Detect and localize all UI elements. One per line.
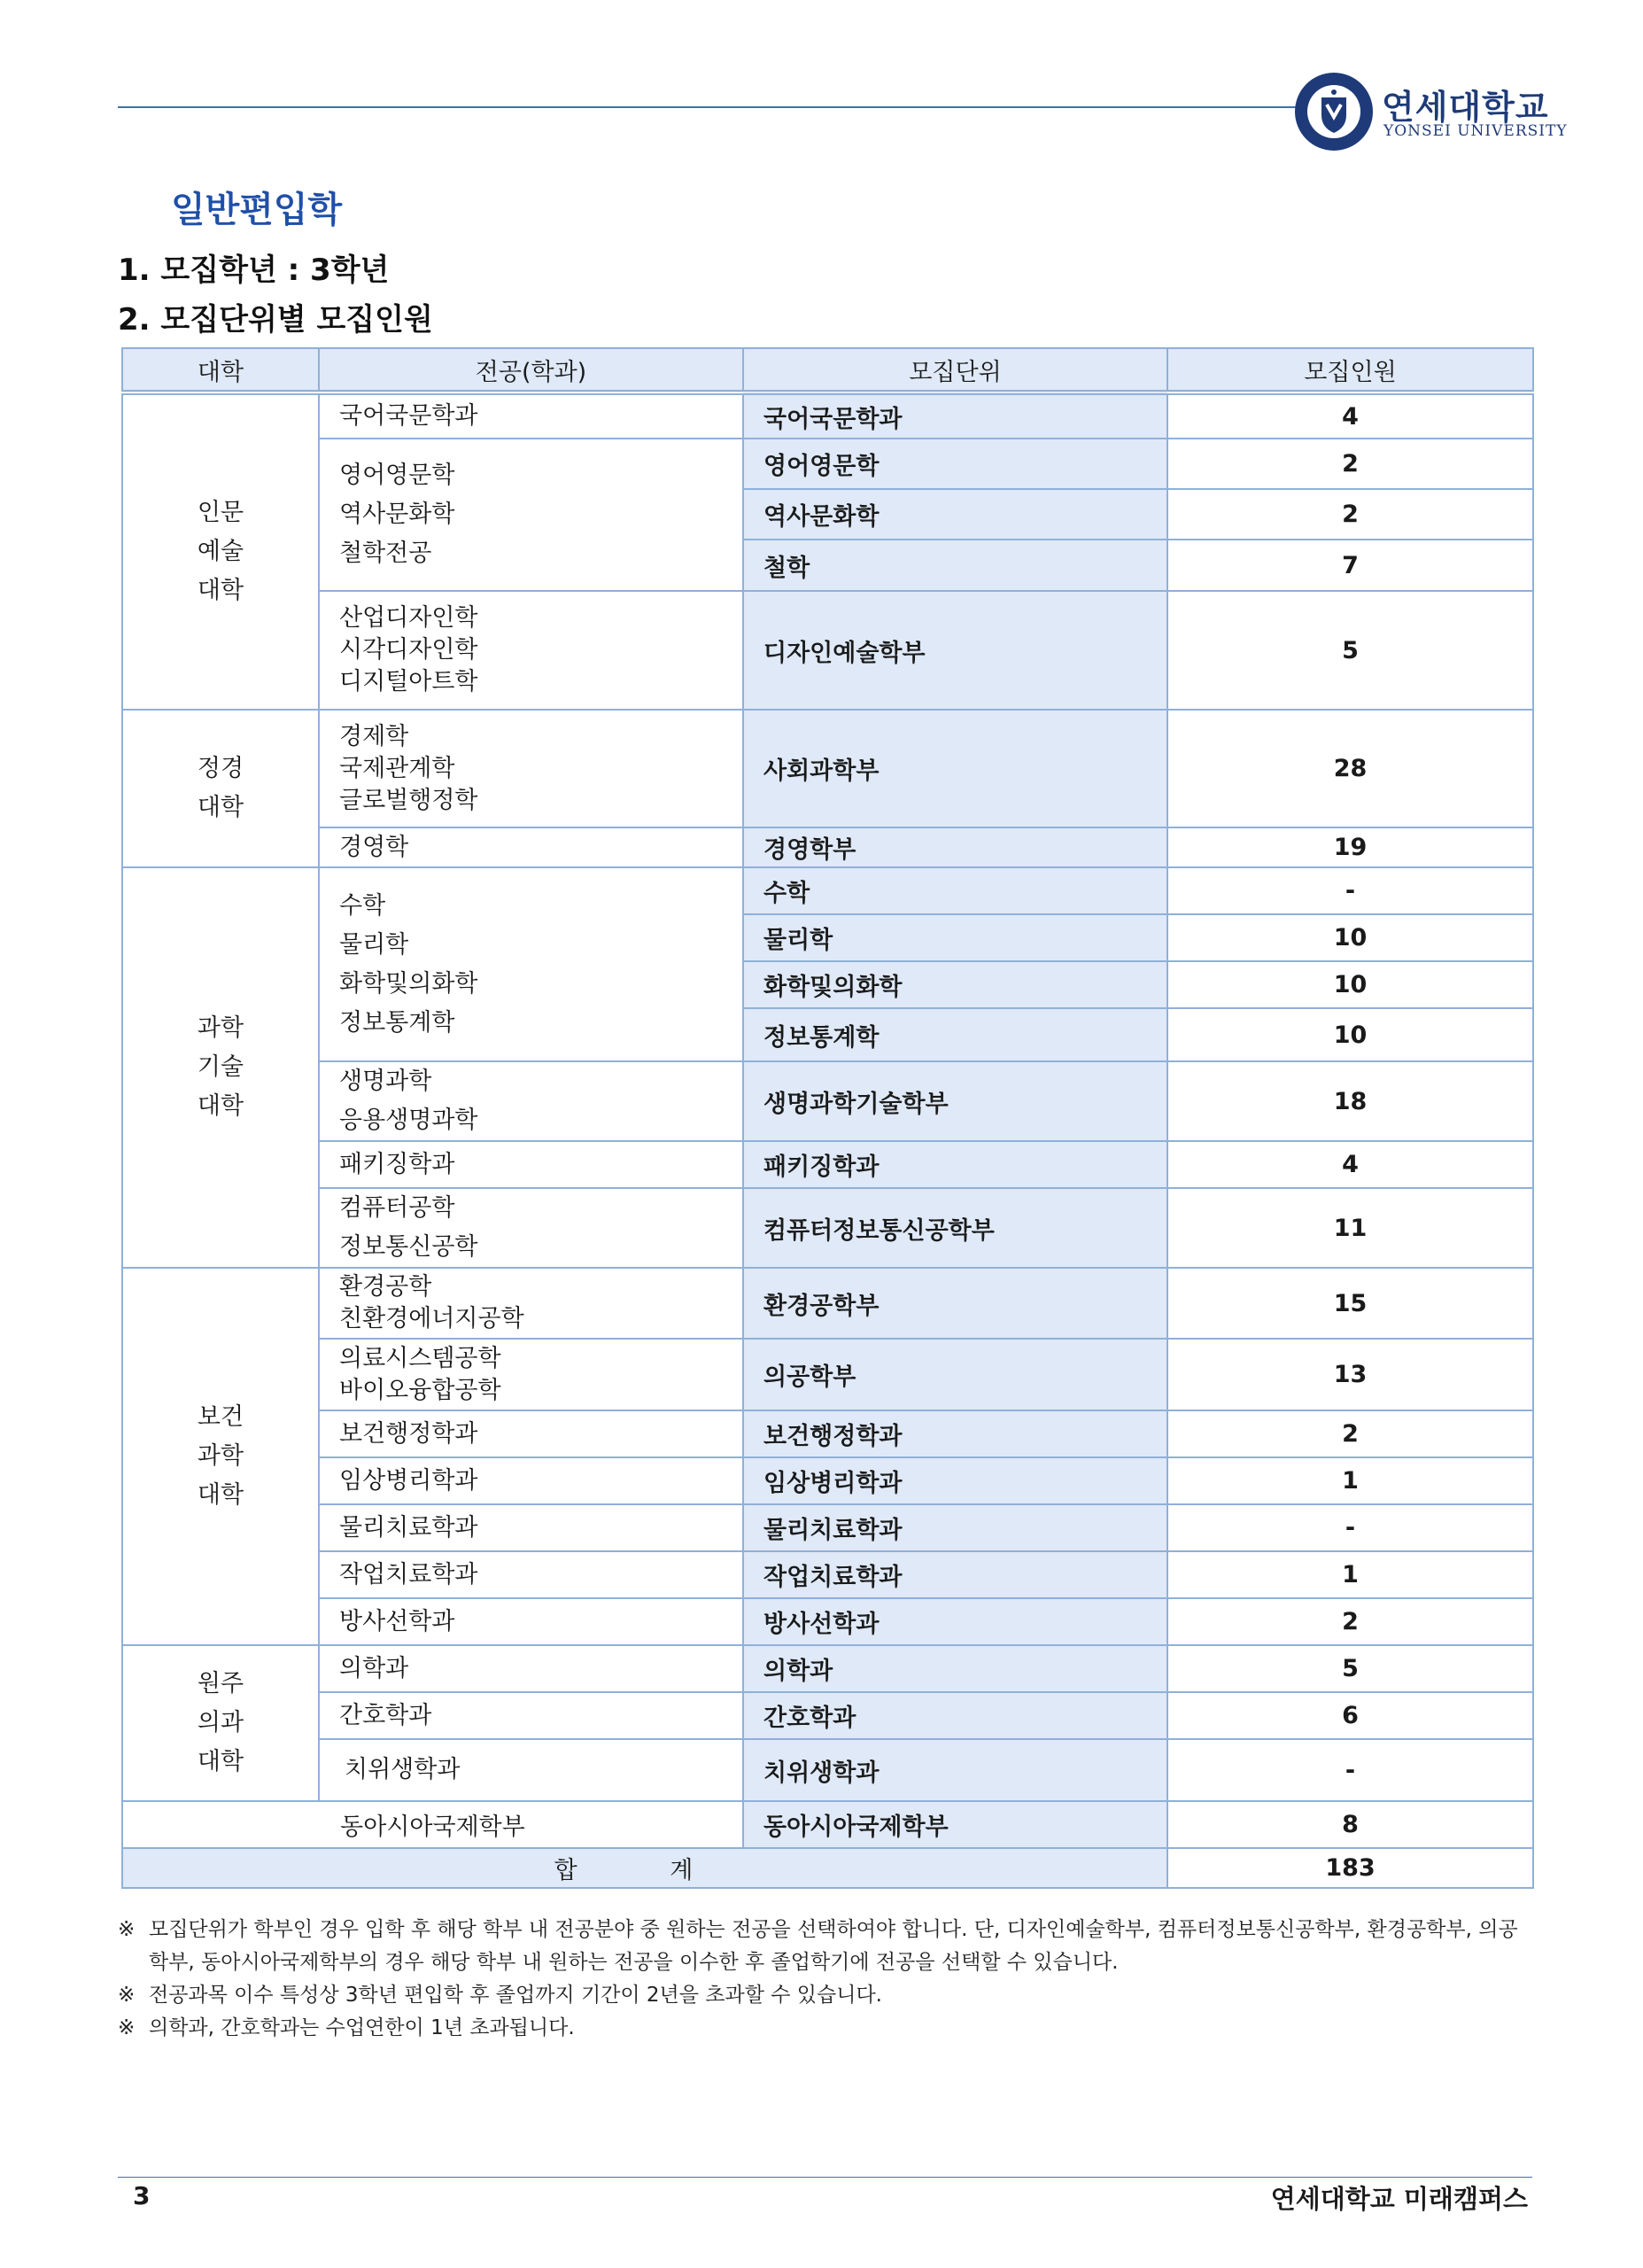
unit-cell: 사회과학부	[743, 710, 1167, 827]
table-row	[122, 591, 1533, 710]
unit-cell: 동아시아국제학부	[743, 1801, 1167, 1848]
major-cell	[319, 1268, 743, 1339]
major-cell	[319, 710, 743, 827]
major-cell	[319, 1457, 743, 1504]
section-title: 일반편입학	[171, 190, 343, 230]
table-row	[122, 1645, 1533, 1692]
unit-cell: 환경공학부	[743, 1268, 1167, 1339]
college-label: 인문 예술 대학	[197, 499, 244, 604]
footer-campus-name: 연세대학교 미래캠퍼스	[1270, 2184, 1528, 2214]
quota-table	[121, 347, 1534, 1889]
footer-rule	[118, 2177, 1532, 2178]
unit-cell: 간호학과	[743, 1692, 1167, 1739]
count-cell: 4	[1167, 392, 1533, 439]
count-cell: 2	[1167, 489, 1533, 540]
total-label-text: 합 계	[554, 1857, 736, 1884]
count-cell: 5	[1167, 591, 1533, 710]
major-cell	[319, 867, 743, 1061]
table-row	[122, 1551, 1533, 1598]
unit-cell: 생명과학기술학부	[743, 1061, 1167, 1141]
unit-cell: 경영학부	[743, 827, 1167, 867]
count-cell: 2	[1167, 439, 1533, 489]
count-cell: 4	[1167, 1141, 1533, 1188]
unit-cell: 국어국문학과	[743, 392, 1167, 439]
major-cell	[319, 1645, 743, 1692]
college-cell	[122, 1645, 319, 1801]
heading-grade: 1. 모집학년 : 3학년	[118, 252, 390, 288]
table-row	[122, 1268, 1533, 1339]
major-cell	[319, 1598, 743, 1645]
table-row	[122, 439, 1533, 489]
count-cell: 11	[1167, 1188, 1533, 1268]
note-item	[118, 1914, 1535, 1979]
unit-cell: 화학및의화학	[743, 961, 1167, 1008]
major-cell	[319, 392, 743, 439]
logo-text-korean: 연세대학교	[1382, 88, 1549, 127]
count-cell: 15	[1167, 1268, 1533, 1339]
major-label: 보건행정학과	[339, 1419, 478, 1448]
count-cell: -	[1167, 1504, 1533, 1551]
unit-cell: 영어영문학	[743, 439, 1167, 489]
column-header-college: 대학	[122, 348, 319, 392]
major-label: 영어영문학 역사문화학 철학전공	[339, 462, 455, 567]
college-label: 과학 기술 대학	[197, 1014, 244, 1120]
major-cell	[122, 1801, 743, 1848]
college-cell	[122, 710, 319, 867]
note-text: 의학과, 간호학과는 수업연한이 1년 초과됩니다.	[149, 2016, 575, 2039]
total-label	[122, 1848, 1167, 1888]
column-header-major: 전공(학과)	[319, 348, 743, 392]
note-text: 전공과목 이수 특성상 3학년 편입학 후 졸업까지 기간이 2년을 초과할 수 있습니다.	[149, 1984, 882, 2007]
unit-cell: 보건행정학과	[743, 1410, 1167, 1457]
major-label: 물리치료학과	[339, 1513, 478, 1542]
count-cell: 18	[1167, 1061, 1533, 1141]
table-row	[122, 1188, 1533, 1268]
table-row	[122, 827, 1533, 867]
unit-cell: 디자인예술학부	[743, 591, 1167, 710]
university-seal-icon	[1293, 71, 1375, 152]
major-cell	[319, 1504, 743, 1551]
table-header-row	[122, 348, 1533, 392]
heading-quota: 2. 모집단위별 모집인원	[118, 302, 433, 338]
total-value: 183	[1167, 1848, 1533, 1888]
count-cell: -	[1167, 867, 1533, 914]
count-cell: 28	[1167, 710, 1533, 827]
count-cell: 2	[1167, 1410, 1533, 1457]
college-label: 원주 의과 대학	[197, 1670, 244, 1775]
unit-cell: 방사선학과	[743, 1598, 1167, 1645]
major-label: 경제학 국제관계학 글로벌행정학	[339, 722, 478, 814]
table-row	[122, 1739, 1533, 1801]
note-mark: ※	[118, 2016, 136, 2039]
total-row	[122, 1848, 1533, 1888]
count-cell: 2	[1167, 1598, 1533, 1645]
table-row	[122, 1141, 1533, 1188]
unit-cell: 수학	[743, 867, 1167, 914]
major-cell	[319, 827, 743, 867]
notes	[118, 1914, 1535, 2045]
major-label: 의학과	[339, 1654, 409, 1682]
major-label: 수학 물리학 화학및의화학 정보통계학	[339, 891, 478, 1037]
major-cell	[319, 1551, 743, 1598]
column-header-count: 모집인원	[1167, 348, 1533, 392]
university-logo	[1293, 71, 1568, 152]
table-row	[122, 867, 1533, 914]
major-label: 패키징학과	[339, 1150, 455, 1178]
note-item	[118, 2012, 1535, 2045]
unit-cell: 작업치료학과	[743, 1551, 1167, 1598]
table-row	[122, 1801, 1533, 1848]
major-label: 간호학과	[339, 1701, 432, 1729]
college-cell	[122, 867, 319, 1268]
column-header-unit: 모집단위	[743, 348, 1167, 392]
count-cell: 10	[1167, 1008, 1533, 1061]
unit-cell: 패키징학과	[743, 1141, 1167, 1188]
unit-cell: 치위생학과	[743, 1739, 1167, 1801]
logo-text-english: YONSEI UNIVERSITY	[1383, 122, 1568, 140]
major-label: 방사선학과	[339, 1607, 455, 1635]
count-cell: 5	[1167, 1645, 1533, 1692]
unit-cell: 컴퓨터정보통신공학부	[743, 1188, 1167, 1268]
table-row	[122, 392, 1533, 439]
unit-cell: 물리학	[743, 914, 1167, 961]
count-cell: 19	[1167, 827, 1533, 867]
major-cell	[319, 1061, 743, 1141]
major-label: 경영학	[339, 833, 409, 861]
major-cell	[319, 1739, 743, 1801]
unit-cell: 의공학부	[743, 1339, 1167, 1410]
unit-cell: 의학과	[743, 1645, 1167, 1692]
major-cell	[319, 1410, 743, 1457]
note-mark: ※	[118, 1984, 136, 2007]
unit-cell: 역사문화학	[743, 489, 1167, 540]
count-cell: 8	[1167, 1801, 1533, 1848]
table-row	[122, 710, 1533, 827]
major-label: 임상병리학과	[339, 1466, 478, 1495]
count-cell: 10	[1167, 914, 1533, 961]
unit-cell: 임상병리학과	[743, 1457, 1167, 1504]
count-cell: 6	[1167, 1692, 1533, 1739]
note-mark: ※	[118, 1918, 136, 1941]
page-number: 3	[133, 2181, 151, 2210]
unit-cell: 물리치료학과	[743, 1504, 1167, 1551]
table-row	[122, 1061, 1533, 1141]
major-cell	[319, 439, 743, 591]
table-row	[122, 1504, 1533, 1551]
college-label: 정경 대학	[197, 755, 244, 821]
count-cell: 7	[1167, 540, 1533, 591]
major-cell	[319, 1141, 743, 1188]
count-cell: -	[1167, 1739, 1533, 1801]
major-label: 국어국문학과	[339, 402, 478, 430]
unit-cell: 철학	[743, 540, 1167, 591]
college-label: 보건 과학 대학	[197, 1403, 244, 1509]
table-row	[122, 1410, 1533, 1457]
major-label: 환경공학 친환경에너지공학	[339, 1273, 524, 1332]
table-row	[122, 1598, 1533, 1645]
table-row	[122, 1457, 1533, 1504]
note-item	[118, 1979, 1535, 2012]
major-label: 의료시스템공학 바이오융합공학	[339, 1344, 501, 1404]
major-cell	[319, 1188, 743, 1268]
major-cell	[319, 1339, 743, 1410]
table-row	[122, 1339, 1533, 1410]
header-rule	[118, 106, 1296, 108]
count-cell: 1	[1167, 1457, 1533, 1504]
count-cell: 13	[1167, 1339, 1533, 1410]
count-cell: 1	[1167, 1551, 1533, 1598]
table-row	[122, 1692, 1533, 1739]
note-text: 모집단위가 학부인 경우 입학 후 해당 학부 내 전공분야 중 원하는 전공을 선택하여야 합니다. 단, 디자인예술학부, 컴퓨터정보통신공학부, 환경공학부, 의공학부, 동아시아국제학부의 경우 해당 학부 내 원하는 전공을 이수한 후 졸업학기에 전공을 선택할 수 있습니다.	[149, 1918, 1518, 1974]
college-cell	[122, 1268, 319, 1645]
unit-cell: 정보통계학	[743, 1008, 1167, 1061]
major-label: 컴퓨터공학 정보통신공학	[339, 1194, 478, 1261]
count-cell: 10	[1167, 961, 1533, 1008]
major-label: 생명과학 응용생명과학	[339, 1068, 478, 1134]
major-label: 작업치료학과	[339, 1560, 478, 1588]
major-label: 치위생학과	[345, 1756, 461, 1783]
college-cell	[122, 392, 319, 710]
major-cell	[319, 1692, 743, 1739]
major-label: 산업디자인학 시각디자인학 디지털아트학	[339, 604, 478, 695]
major-cell	[319, 591, 743, 710]
major-label: 동아시아국제학부	[340, 1814, 525, 1841]
